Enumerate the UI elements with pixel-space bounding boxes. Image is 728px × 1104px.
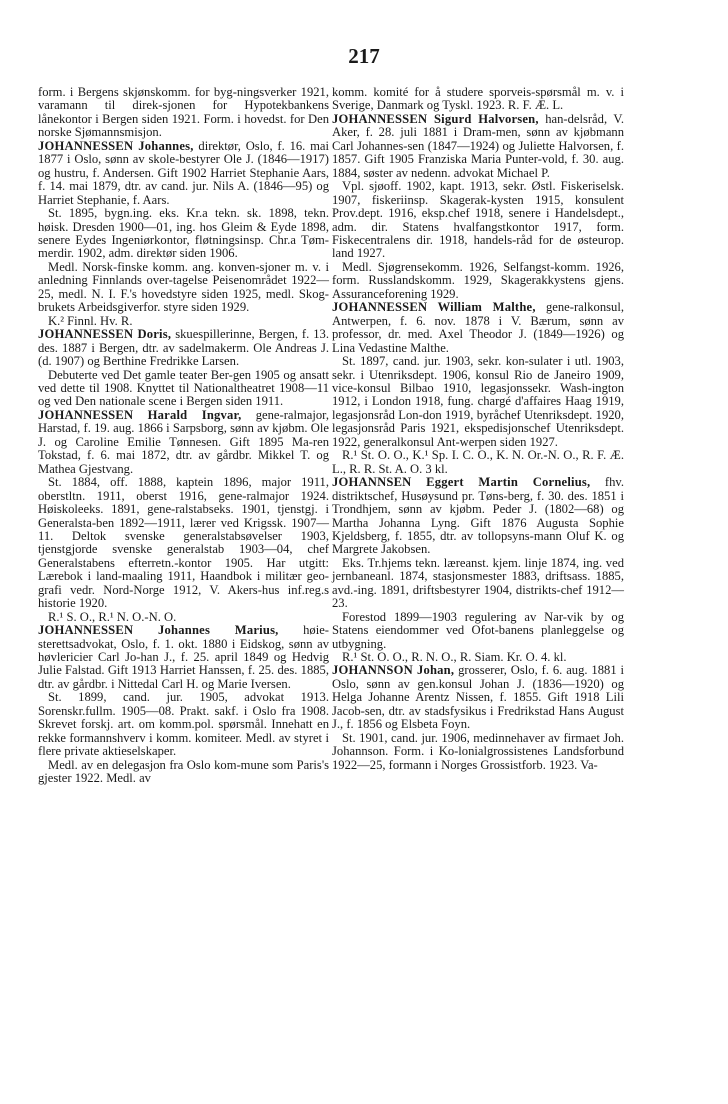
paragraph — [38, 476, 329, 611]
entry-text: St. 1899, cand. jur. 1905, advokat 1913. Sorenskr.fullm. 1905—08. Prakt. sakf. i Oslo fra 1908. Skrevet forskj. art. om komm.pol. spørsmål. Innehatt en rekke formannshverv i komm. komiteer. Medl. av styret i flere private aktieselskaper. — [38, 690, 329, 759]
entry-text: fhv. distriktschef, Husøysund pr. Tøns-berg, f. 30. des. 1851 i Trondhjem, sønn av kjøbm. Peder J. (1802—68) og Martha Johanna Lyng. Gift 1876 Augusta Sophie Kjeldsberg, f. 1855, dtr. av tollopsyns-mann Oluf K. og Margrete Jakobsen. — [332, 475, 624, 557]
entry-text: komm. komité for å studere sporveis-spørsmål m. v. i Sverige, Danmark og Tyskl. 1923. R. F. Æ. L. — [332, 85, 624, 113]
paragraph — [38, 691, 329, 758]
entry-text: skuespillerinne, Bergen, f. 13. des. 1887 i Bergen, dtr. av sadelmakerm. Ole Andreas J. (d. 1907) og Berthine Fredrikke Larsen. — [38, 327, 329, 369]
entry-text: St. 1884, off. 1888, kaptein 1896, major 1911, oberstltn. 1911, oberst 1916, gene-ralmajor 1924. Høiskoleeks. 1891, gene-ralstabseks. 1901, tjenstgj. i Generalsta-ben 1892—1911, lærer ved Krigssk. 1907—11. Deltok svenske generalstabsøvelser 1903, tjenstgjorde svenske generalstab 1903—04, chef Generalstabens efterretn.-kontor 1905. Har utgitt: Lærebok i land-maaling 1911, Haandbok i militær geo-grafi vedr. Nord-Norge 1912, V. Akers-hus inf.reg.s historie 1920. — [38, 475, 329, 611]
paragraph — [332, 651, 624, 664]
paragraph — [38, 261, 329, 315]
paragraph — [332, 449, 624, 476]
paragraph — [38, 369, 329, 409]
entry-text: han-delsråd, V. Aker, f. 28. juli 1881 i Dram-men, sønn av kjøbmann Carl Johannes-sen (1847—1924) og Juliette Halvorsen, f. 1857. Gift 1905 Franziska Maria Punter-vold, f. 30. aug. 1884, søster av nedenn. advokat Michael P. — [332, 111, 624, 180]
entry-text: gene-ralkonsul, Antwerpen, f. 6. nov. 1878 i V. Bærum, sønn av professor, dr. med. Axel Theodor J. (1849—1926) og Lina Vedastine Malthe. — [332, 300, 624, 355]
right-column — [332, 86, 624, 772]
biography-entry — [38, 140, 329, 207]
paragraph — [332, 261, 624, 301]
entry-text: direktør, Oslo, f. 16. mai 1877 i Oslo, sønn av skole-bestyrer Ole J. (1846—1917) og hustru, f. Andersen. Gift 1902 Harriet Stephanie Aars, f. 14. mai 1879, dtr. av cand. jur. Nils A. (1846—95) og Harriet Stephanie, f. Aars. — [38, 138, 329, 207]
biography-entry — [38, 328, 329, 368]
paragraph — [332, 732, 624, 772]
entry-text: R.¹ S. O., R.¹ N. O.-N. O. — [48, 609, 177, 624]
paragraph — [332, 557, 624, 611]
entry-text: St. 1897, cand. jur. 1903, sekr. kon-sulater i utl. 1903, sekr. i Utenriksdept. 1906, konsul Rio de Janeiro 1909, vice-konsul Bilbao 1910, legasjonssekr. Wash-ington 1912, i London 1918, fung. chargé d'affaires Haag 1919, legasjonsråd Lon-don 1919, byråchef Utenriksdept. 1920, legasjonsråd Paris 1921, ekspedisjonschef Utenriksdept. 1922, generalkonsul Ant-werpen siden 1927. — [332, 354, 624, 449]
paragraph — [332, 355, 624, 449]
entry-name: JOHANNESSEN William Malthe, — [332, 300, 536, 315]
biography-entry — [332, 301, 624, 355]
entry-text: form. i Bergens skjønskomm. for byg-ningsverker 1921, varamann til direk-sjonen for Hypotekbankens lånekontor i Bergen siden 1921. Form. i hovedst. for Den norske Sjømannsmisjon. — [38, 85, 329, 140]
paragraph — [38, 207, 329, 261]
entry-name: JOHANNSEN Eggert Martin Cornelius, — [332, 475, 591, 490]
entry-text: Medl. Norsk-finske komm. ang. konven-sjoner m. v. i anledning Finnlands over-tagelse Peisenområdet 1922—25, medl. N. I. F.'s hovedstyre siden 1925, medl. Skog-brukets Arbeidsgiverfor. styre siden 1929. — [38, 259, 329, 315]
paragraph — [332, 86, 624, 113]
entry-text: R.¹ St. O. O., K.¹ Sp. I. C. O., K. N. Or.-N. O., R. F. Æ. L., R. R. St. A. O. 3 kl. — [332, 448, 624, 476]
biography-entry — [332, 113, 624, 180]
biography-entry — [38, 409, 329, 476]
entry-text: høie-sterettsadvokat, Oslo, f. 1. okt. 1880 i Eidskog, sønn av høvlericier Carl Jo-han J., f. 25. april 1849 og Hedvig Julie Falstad. Gift 1913 Harriet Hanssen, f. 25. des. 1885, dtr. av gårdbr. i Nittedal Carl H. og Marie Iversen. — [38, 623, 329, 691]
entry-text: Eks. Tr.hjems tekn. læreanst. kjem. linje 1874, ing. ved jernbaneanl. 1874, stasjonsmester 1883, driftsass. 1885, avd.-ing. 1891, driftsbestyrer 1904, distrikts-chef 1912—23. — [332, 555, 624, 611]
entry-text: Forestod 1899—1903 regulering av Nar-vik by og Statens eiendommer ved Ofot-banens planleggelse og utbygning. — [332, 609, 624, 651]
paragraph — [38, 315, 329, 328]
biography-entry — [332, 476, 624, 557]
entry-text: Debuterte ved Det gamle teater Ber-gen 1905 og ansatt ved dette til 1908. Knyttet til Nationaltheatret 1908—11 og ved Den nationale scene i Bergen siden 1911. — [38, 367, 329, 409]
entry-name: JOHANNSON Johan, — [332, 663, 455, 678]
entry-text: St. 1901, cand. jur. 1906, medinnehaver av firmaet Joh. Johannson. Form. i Ko-lonialgrossistenes Landsforbund 1922—25, formann i Norges Grossistforb. 1923. Va- — [332, 730, 624, 772]
entry-text: gene-ralmajor, Harstad, f. 19. aug. 1866 i Sarpsborg, sønn av kjøbm. Ole J. og Caroline Emilie Tønnesen. Gift 1895 Ma-ren Tokstad, f. 6. mai 1872, dtr. av gårdbr. Mikkel T. og Mathea Gjestvang. — [38, 407, 329, 476]
entry-text: Medl. av en delegasjon fra Oslo kom-mune som Paris's gjester 1922. Medl. av — [38, 757, 329, 786]
entry-text: St. 1895, bygn.ing. eks. Kr.a tekn. sk. 1898, tekn. høisk. Dresden 1900—01, ing. hos Gleim & Eyde 1898, senere Eydes Ingeniørkontor, fløtningsinsp. Chr.a Tøm-merdir. 1902, adm. direktør siden 1906. — [38, 206, 329, 261]
entry-name: JOHANNESSEN Johannes, — [38, 138, 194, 153]
entry-name: JOHANNESSEN Sigurd Halvorsen, — [332, 111, 539, 126]
entry-text: Medl. Sjøgrensekomm. 1926, Selfangst-komm. 1926, form. Russlandskomm. 1929, Skagerakkystens gjens. Assuranceforening 1929. — [332, 259, 624, 301]
biography-entry — [38, 624, 329, 691]
entry-name: JOHANNESSEN Johannes Marius, — [38, 623, 279, 638]
paragraph — [38, 86, 329, 140]
paragraph — [332, 180, 624, 261]
biography-entry — [332, 664, 624, 731]
entry-text: R.¹ St. O. O., R. N. O., R. Siam. Kr. O. 4. kl. — [342, 650, 567, 665]
left-column — [38, 86, 329, 786]
entry-name: JOHANNESSEN Doris, — [38, 327, 172, 342]
paragraph — [38, 611, 329, 624]
entry-text: grosserer, Oslo, f. 6. aug. 1881 i Oslo, sønn av gen.konsul Johan J. (1836—1920) og Helga Johanne Arentz Nissen, f. 1855. Gift 1918 Lili Jacob-sen, dtr. av stadsfysikus i Fredrikstad Hans August J., f. 1856 og Elsbeta Foyn. — [332, 663, 624, 732]
paragraph — [332, 611, 624, 651]
page-number: 217 — [348, 44, 380, 68]
entry-name: JOHANNESSEN Harald Ingvar, — [38, 407, 242, 422]
paragraph — [38, 759, 329, 786]
entry-text: K.² Finnl. Hv. R. — [48, 313, 133, 328]
entry-text: Vpl. sjøoff. 1902, kapt. 1913, sekr. Østl. Fiskeriselsk. 1907, fiskeriinsp. Skagerak-kysten 1915, konsulent Prov.dept. 1916, eksp.chef 1918, senere i Handelsdept., adm. dir. Statens hvalfangstkontor 1917, form. Fiskecentralens dir. 1918, handels-råd for de østeurop. land 1927. — [332, 179, 624, 261]
